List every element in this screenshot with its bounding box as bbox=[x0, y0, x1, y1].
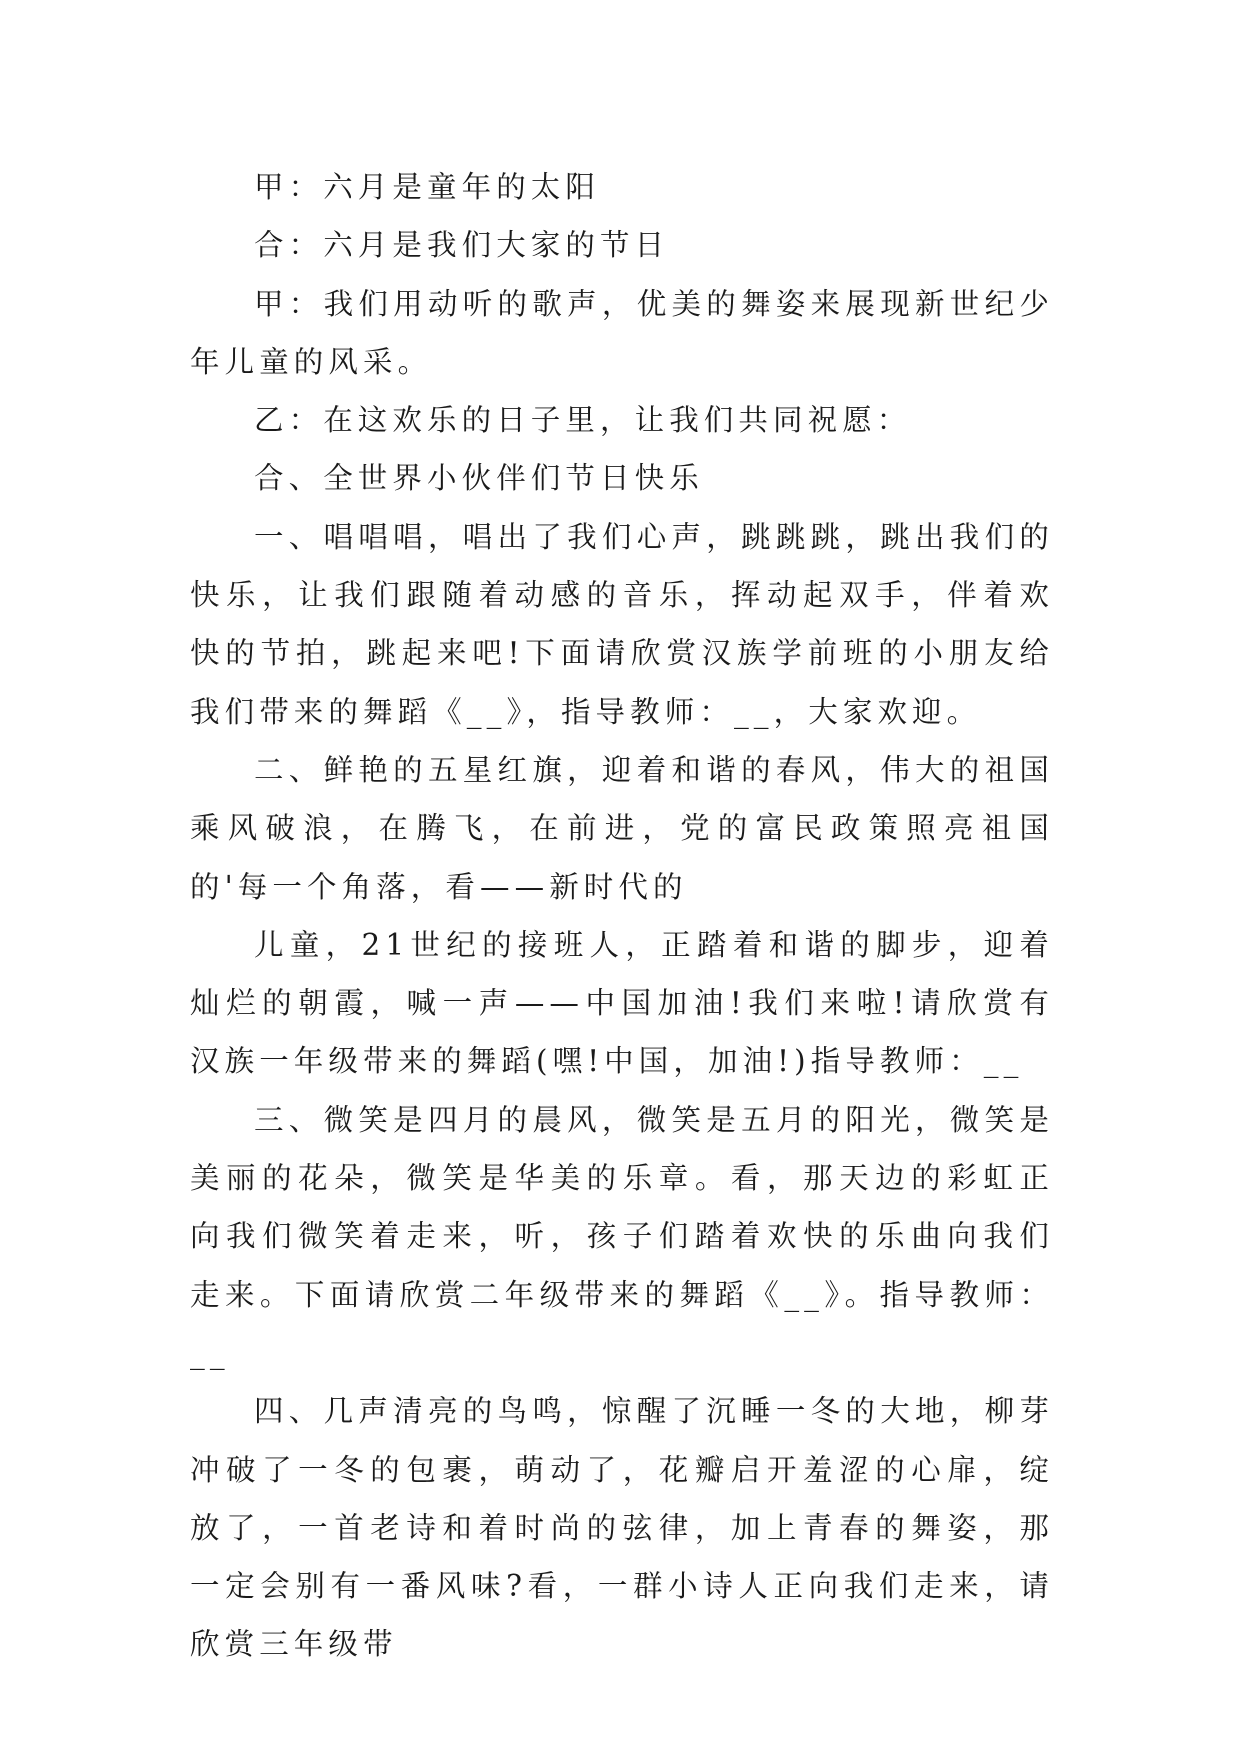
document-body bbox=[190, 158, 1054, 1674]
paragraph: 合：六月是我们大家的节日 bbox=[254, 228, 670, 263]
paragraph: 合、全世界小伙伴们节日快乐 bbox=[254, 461, 704, 496]
paragraph: 四、几声清亮的鸟鸣，惊醒了沉睡一冬的大地，柳芽冲破了一冬的包裹，萌动了，花瓣启开羞涩的心扉，绽放了，一首老诗和着时尚的弦律，加上青春的舞姿，那一定会别有一番风味?看，一群小诗人正向我们走来，请欣赏三年级带 bbox=[190, 1394, 1054, 1662]
paragraph: 儿童，21世纪的接班人，正踏着和谐的脚步，迎着灿烂的朝霞，喊一声——中国加油!我们来啦!请欣赏有汉族一年级带来的舞蹈(嘿!中国，加油!)指导教师：__ bbox=[190, 927, 1054, 1079]
paragraph: 一、唱唱唱，唱出了我们心声，跳跳跳，跳出我们的快乐，让我们跟随着动感的音乐，挥动起双手，伴着欢快的节拍，跳起来吧!下面请欣赏汉族学前班的小朋友给我们带来的舞蹈《__》，指导教师：__，大家欢迎。 bbox=[190, 519, 1054, 729]
paragraph: 甲：六月是童年的太阳 bbox=[254, 170, 601, 204]
paragraph: 乙：在这欢乐的日子里，让我们共同祝愿： bbox=[254, 403, 912, 438]
paragraph: 二、鲜艳的五星红旗，迎着和谐的春风，伟大的祖国乘风破浪，在腾飞，在前进，党的富民政策照亮祖国的'每一个角落，看——新时代的 bbox=[190, 752, 1054, 904]
paragraph: 甲：我们用动听的歌声，优美的舞姿来展现新世纪少年儿童的风采。 bbox=[190, 286, 1054, 379]
paragraph: 三、微笑是四月的晨风，微笑是五月的阳光，微笑是美丽的花朵，微笑是华美的乐章。看，那天边的彩虹正向我们微笑着走来，听，孩子们踏着欢快的乐曲向我们走来。下面请欣赏二年级带来的舞蹈《__》。指导教师：__ bbox=[190, 1102, 1054, 1370]
